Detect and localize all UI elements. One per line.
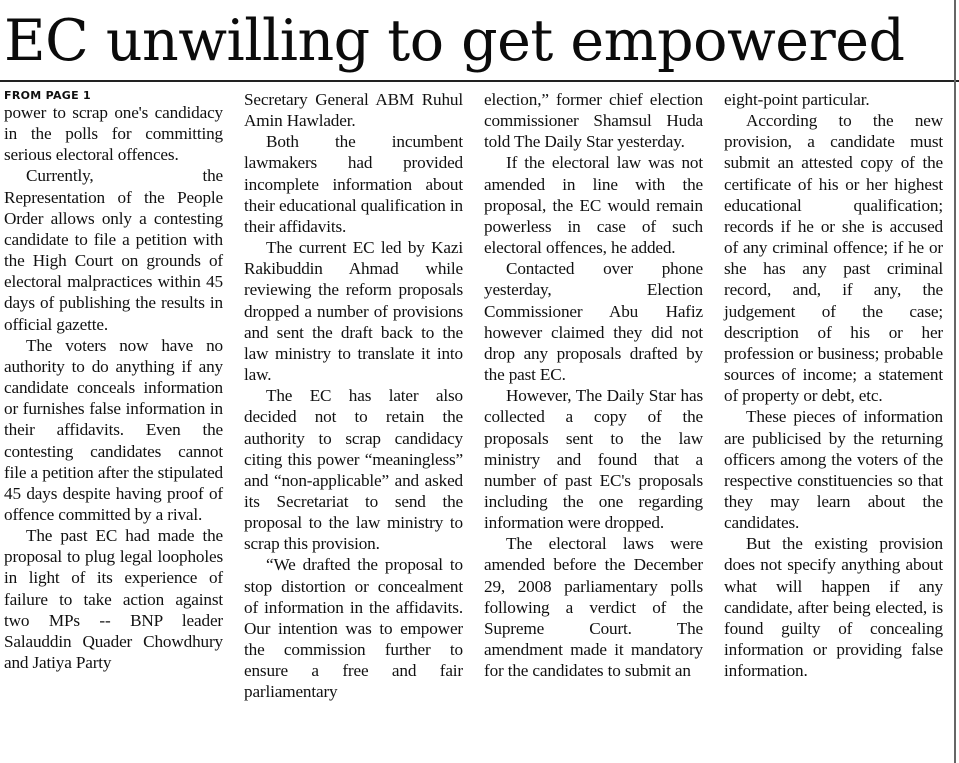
article-body: [4, 89, 948, 763]
column-2: [244, 89, 463, 763]
column-4: [724, 89, 943, 763]
paragraph: “We drafted the proposal to stop distortion or concealment of information in the affidavits. Our intention was to empower the commission further to ensure a free and fair parliamentary: [244, 555, 463, 702]
paragraph: eight-point particular.: [724, 90, 870, 109]
paragraph: election,” former chief election commissioner Shamsul Huda told The Daily Star yesterday.: [484, 90, 703, 152]
headline: EC unwilling to get empowered: [4, 8, 905, 74]
paragraph: However, The Daily Star has collected a copy of the proposals sent to the law ministry and found that a number of past EC's proposals including the one regarding information were dropped.: [484, 386, 703, 533]
headline-rule: [0, 80, 959, 82]
paragraph: The current EC led by Kazi Rakibuddin Ahmad while reviewing the reform proposals dropped a number of provisions and sent the draft back to the law ministry to translate it into law.: [244, 238, 463, 385]
column-1: [4, 89, 223, 763]
paragraph: Contacted over phone yesterday, Election Commissioner Abu Hafiz however claimed they did not drop any proposals drafted by the past EC.: [484, 259, 703, 385]
column-3: [484, 89, 703, 763]
paragraph: The past EC had made the proposal to plug legal loopholes in light of its experience of failure to take action against two MPs -- BNP leader Salauddin Quader Chowdhury and Jatiya Party: [4, 526, 223, 673]
paragraph: Currently, the Representation of the People Order allows only a contesting candidate to file a petition with the High Court on grounds of electoral malpractices within 45 days of publishing the results in official gazette.: [4, 166, 223, 334]
page-edge-line: [954, 0, 956, 763]
paragraph: According to the new provision, a candidate must submit an attested copy of the certificate of his or her highest educational qualification; records if he or she is accused of any criminal offence; if he or she has any past criminal record, and, if any, the judgement of the case; description of his or her profession or business; probable sources of income; a statement of property or debt, etc.: [724, 111, 943, 406]
paragraph: Secretary General ABM Ruhul Amin Hawlader.: [244, 90, 463, 131]
paragraph: If the electoral law was not amended in line with the proposal, the EC would remain powerless in case of such electoral offences, he added.: [484, 153, 703, 258]
paragraph: The EC has later also decided not to retain the authority to scrap candidacy citing this power “meaningless” and “non-applicable” and asked its Secretariat to send the proposal to the law ministry to scrap this provision.: [244, 386, 463, 554]
paragraph: These pieces of information are publicised by the returning officers among the voters of the respective constituencies so that they may learn about the candidates.: [724, 407, 943, 533]
paragraph: The voters now have no authority to do anything if any candidate conceals information or furnishes false information in their affidavits. Even the contesting candidates cannot file a petition after the stipulated 45 days despite having proof of offence committed by a rival.: [4, 335, 223, 524]
paragraph: Both the incumbent lawmakers had provided incomplete information about their educational qualification in their affidavits.: [244, 132, 463, 236]
jump-label: FROM PAGE 1: [4, 89, 92, 102]
paragraph: But the existing provision does not specify anything about what will happen if any candidate, after being elected, is found guilty of concealing information or providing false information.: [724, 534, 943, 681]
paragraph: The electoral laws were amended before the December 29, 2008 parliamentary polls following a verdict of the Supreme Court. The amendment made it mandatory for the candidates to submit an: [484, 534, 703, 681]
paragraph: power to scrap one's candidacy in the polls for committing serious electoral offences.: [4, 103, 223, 165]
